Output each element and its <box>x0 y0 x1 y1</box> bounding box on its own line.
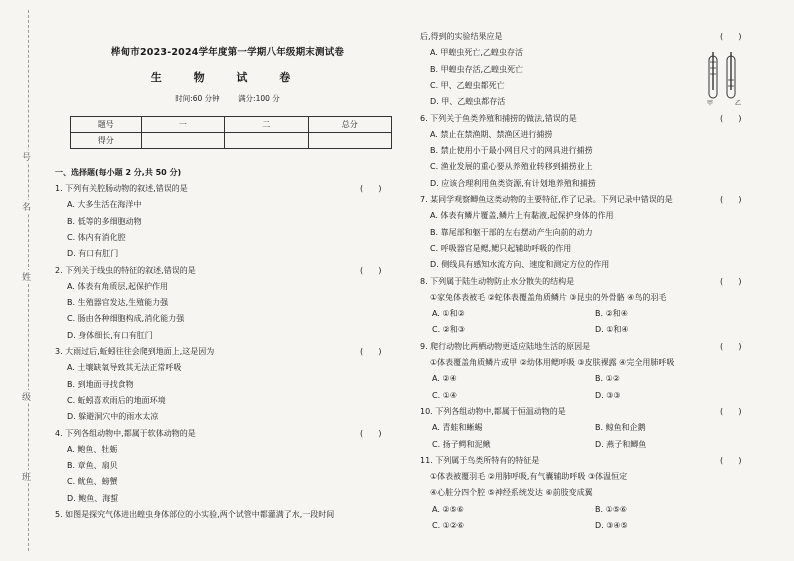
answer-choice: A. ①和② <box>432 309 465 319</box>
question-stem: 11. 下列属于鸟类所特有的特征是 <box>420 455 540 465</box>
question-stem: 6. 下列关于鱼类养殖和捕捞的做法,错误的是 <box>420 113 577 123</box>
option-line: B. 生殖器官发达,生殖能力强 <box>67 298 169 308</box>
option-line: C. 鱿鱼、螃蟹 <box>67 477 118 487</box>
answer-choice: B. 鲸鱼和企鹅 <box>595 423 646 433</box>
score-row-label: 得分 <box>71 133 142 149</box>
answer-paren[interactable]: ( ) <box>360 428 382 438</box>
option-line: C. 体内有消化腔 <box>67 232 126 242</box>
answer-paren[interactable]: ( ) <box>360 347 382 356</box>
answer-paren[interactable]: ( ) <box>360 265 382 275</box>
option-line: A. 甲蝗虫死亡,乙蝗虫存活 <box>430 48 523 58</box>
gutter-char: 班 <box>22 470 31 483</box>
option-line: D. 身体细长,有口有肛门 <box>67 330 153 340</box>
option-line: ①体表覆盖角质鳞片或甲 ②幼体用鳃呼吸 ③皮肤裸露 ④完全用肺呼吸 <box>430 358 675 367</box>
option-line: B. 低等的多细胞动物 <box>67 216 142 226</box>
question-stem: 9. 爬行动物比两栖动物更适应陆地生活的原因是 <box>420 341 591 351</box>
option-line: D. 有口有肛门 <box>67 249 119 259</box>
gutter-char: 级 <box>22 390 31 403</box>
option-line: ④心脏分四个腔 ⑤神经系统发达 ⑥前肢变成翼 <box>430 488 593 498</box>
score-cell[interactable] <box>308 133 391 149</box>
answer-choice: C. ①④ <box>432 390 458 400</box>
answer-choice: C. ①②⑥ <box>432 521 465 530</box>
score-header-cell: 一 <box>141 117 224 133</box>
binding-gutter <box>18 0 40 561</box>
exam-title: 桦甸市2023-2024学年度第一学期八年级期末测试卷 <box>110 47 345 58</box>
test-tube-figure <box>705 50 745 106</box>
option-line: ①家兔体表被毛 ②蛇体表覆盖角质鳞片 ③昆虫的外骨骼 ④鸟的羽毛 <box>430 292 667 302</box>
answer-paren[interactable]: ( ) <box>360 184 382 193</box>
option-line: B. 靠尾部和躯干部的左右摆动产生向前的动力 <box>430 227 593 237</box>
score-header-cell: 二 <box>225 117 308 133</box>
option-line: D. 鲍鱼、海蜇 <box>67 493 119 503</box>
answer-choice: D. ①和④ <box>595 325 629 335</box>
option-line: A. 体表有角质层,起保护作用 <box>67 281 168 291</box>
question-stem: 7. 某同学观察鲫鱼这类动物的主要特征,作了记录。下列记录中错误的是 <box>420 195 673 204</box>
option-line: A. 体表有鳞片覆盖,鳞片上有黏液,起保护身体的作用 <box>430 211 614 221</box>
option-line: C. 肠由各种细胞构成,消化能力强 <box>67 314 185 324</box>
option-line: D. 应该合理利用鱼类资源,有计划地养殖和捕捞 <box>430 178 596 188</box>
option-line: B. 禁止使用小于最小网目尺寸的网具进行捕捞 <box>430 146 593 156</box>
option-line: D. 躲避洞穴中的雨水太凉 <box>67 412 159 422</box>
option-line: D. 甲、乙蝗虫都存活 <box>430 97 506 107</box>
question-stem: 8. 下列属于陆生动物防止水分散失的结构是 <box>420 276 575 286</box>
answer-paren[interactable]: ( ) <box>720 195 742 204</box>
option-line: C. 甲、乙蝗虫都死亡 <box>430 80 505 90</box>
question-stem: 3. 大雨过后,蚯蚓往往会爬到地面上,这是因为 <box>55 347 215 356</box>
option-line: A. 鲍鱼、牡蛎 <box>67 444 118 454</box>
time-limit: 时间:60 分钟 <box>175 94 220 103</box>
full-score: 满分:100 分 <box>238 94 280 103</box>
answer-paren[interactable]: ( ) <box>720 455 742 465</box>
svg-text:乙: 乙 <box>735 100 742 106</box>
answer-choice: B. ②和④ <box>595 309 628 319</box>
score-cell[interactable] <box>225 133 308 149</box>
tube-jia <box>709 52 717 98</box>
answer-paren[interactable]: ( ) <box>720 406 742 416</box>
answer-choice: C. ②和③ <box>432 325 466 335</box>
exam-meta <box>55 93 400 104</box>
answer-choice: B. ①② <box>595 374 620 384</box>
score-table-header <box>71 117 392 133</box>
subject-title: 生 物 试 卷 <box>150 71 305 84</box>
score-table <box>70 116 392 149</box>
answer-choice: A. 青蛙和蜥蜴 <box>432 423 483 433</box>
gutter-char: 姓 <box>22 270 31 283</box>
question-stem: 后,得到的实验结果应是 <box>420 32 503 41</box>
question-stem: 4. 下列各组动物中,都属于软体动物的是 <box>55 428 196 438</box>
gutter-char: 号 <box>22 150 31 163</box>
option-line: B. 到地面寻找食物 <box>67 379 134 389</box>
score-header-cell: 题号 <box>71 117 142 133</box>
option-line: C. 渔业发展的重心要从养殖业转移到捕捞业上 <box>430 162 593 172</box>
option-line: C. 呼吸器官是鳃,鳃只起辅助呼吸的作用 <box>430 243 572 253</box>
answer-choice: A. ②④ <box>432 374 457 384</box>
answer-choice: D. ③④⑤ <box>595 521 628 530</box>
answer-choice: B. ①⑤⑥ <box>595 504 628 514</box>
score-table-row <box>71 133 392 149</box>
option-line: A. 土壤缺氧导致其无法正常呼吸 <box>67 363 182 373</box>
answer-choice: D. 燕子和鲫鱼 <box>595 439 647 449</box>
answer-choice: A. ②⑤⑥ <box>432 504 464 514</box>
svg-text:甲: 甲 <box>707 100 714 106</box>
answer-paren[interactable]: ( ) <box>720 113 742 123</box>
option-line: A. 大多生活在海洋中 <box>67 200 142 210</box>
option-line: D. 侧线具有感知水流方向、速度和测定方位的作用 <box>430 260 610 270</box>
answer-paren[interactable]: ( ) <box>720 32 742 41</box>
answer-paren[interactable]: ( ) <box>720 341 742 351</box>
section-heading: 一、选择题(每小题 2 分,共 50 分) <box>55 168 182 177</box>
score-cell[interactable] <box>141 133 224 149</box>
option-line: B. 甲蝗虫存活,乙蝗虫死亡 <box>430 64 524 74</box>
question-stem: 1. 下列有关腔肠动物的叙述,错误的是 <box>55 184 188 193</box>
option-line: A. 禁止在禁渔期、禁渔区进行捕捞 <box>430 129 553 139</box>
option-line: ①体表被覆羽毛 ②用肺呼吸,有气囊辅助呼吸 ③体温恒定 <box>430 472 628 482</box>
option-line: B. 章鱼、扇贝 <box>67 461 118 471</box>
answer-paren[interactable]: ( ) <box>720 276 742 286</box>
question-stem: 10. 下列各组动物中,都属于恒温动物的是 <box>420 406 566 416</box>
answer-choice: C. 扬子鳄和泥鳅 <box>432 439 491 449</box>
score-header-cell: 总分 <box>308 117 391 133</box>
question-stem: 5. 如图是探究气体进出蝗虫身体部位的小实验,两个试管中都灌满了水,一段时间 <box>55 510 335 519</box>
question-stem: 2. 下列关于线虫的特征的叙述,错误的是 <box>55 265 196 275</box>
answer-choice: D. ③③ <box>595 390 621 400</box>
option-line: C. 蚯蚓喜欢雨后的地面环境 <box>67 395 166 405</box>
tube-yi <box>727 52 735 98</box>
gutter-char: 名 <box>22 200 31 213</box>
